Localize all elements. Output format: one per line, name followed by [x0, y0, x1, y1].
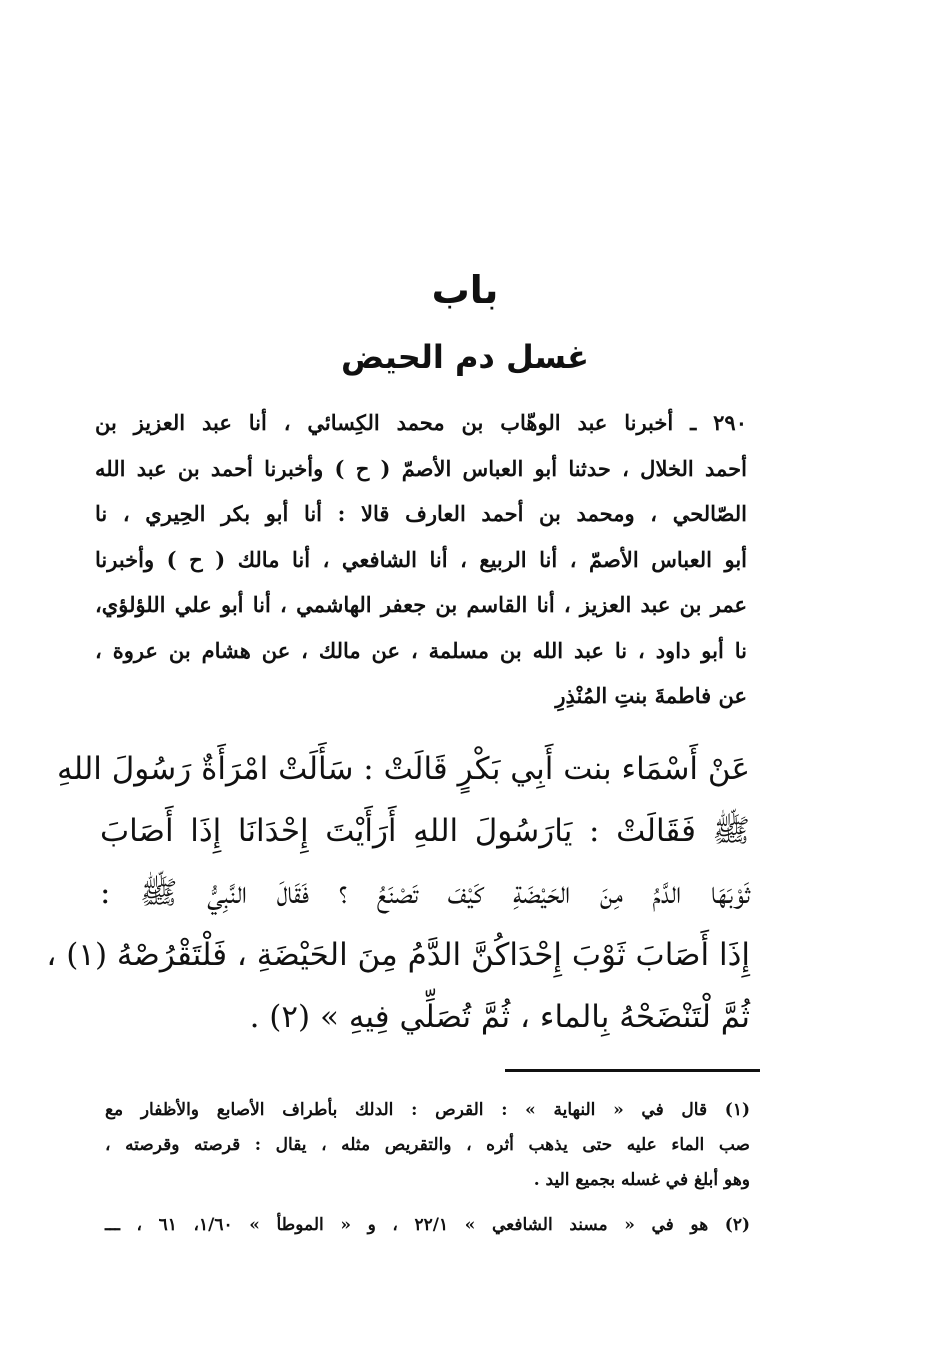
footnote-1-line: صب الماء عليه حتى يذهب أثره ، والتقريص مثله ، يقال : قرصته وقرصته ، [105, 1135, 750, 1155]
isnad-line: ٢٩٠ ـ أخبرنا عبد الوهّاب بن محمد الكِسائي ، أنا عبد العزيز بن [95, 410, 747, 435]
hadith-line: ﷺ فَقَالَتْ : يَارَسُولَ اللهِ أَرَأَيْتَ إِحْدَانَا إِذَا أَصَابَ [100, 813, 750, 849]
footnote-1-line: (١) قال في « النهاية » : القرص : الدلك بأطراف الأصابع والأظفار مع [105, 1100, 750, 1120]
hadith-line: ثُمَّ لْتَنْضَحْهُ بِالماء ، ثُمَّ تُصَلِّي فِيهِ » (٢) . [249, 999, 750, 1035]
hadith-line: عَنْ أَسْمَاء بنت أَبِي بَكْرٍ قَالَتْ : سَأَلَتْ امْرَأَةٌ رَسُولَ اللهِ [56, 751, 750, 787]
footnote-gap [105, 1198, 750, 1208]
footnote-divider [505, 1069, 760, 1072]
isnad-line: الصّالحي ، ومحمد بن أحمد العارف قالا : أنا أبو بكر الحِيري ، نا [95, 501, 747, 526]
chapter-subtitle: غسل دم الحيض [341, 338, 589, 376]
isnad-paragraph [95, 400, 747, 719]
isnad-line: نا أبو داود ، نا عبد الله بن مسلمة ، عن مالك ، عن هشام بن عروة ، [95, 637, 747, 663]
chapter-heading: باب [431, 268, 499, 312]
hadith-line: إِذَا أَصَابَ ثَوْبَ إِحْدَاكُنَّ الدَّمُ مِنَ الحَيْضَةِ ، فَلْتَقْرُصْهُ (١) ، [46, 937, 750, 973]
isnad-line: عمر بن عبد العزيز ، أنا القاسم بن جعفر الهاشمي ، أنا أبو علي اللؤلؤي، [95, 592, 747, 617]
hadith-line: ثَوْبَهَا الدَّمُ مِنَ الحَيْضَةِ كَيْفَ تَصْنَعُ ؟ فَقَالَ النَّبِيُّ ﷺ : [100, 875, 750, 911]
footnote-1-line: وهو أبلغ في غسله بجميع اليد . [533, 1170, 750, 1190]
isnad-line: عن فاطمةَ بنتِ المُنْذِرِ [555, 683, 747, 708]
footnotes [105, 1093, 750, 1243]
footnote-2: (٢) هو في « مسند الشافعي » ٢٢/١ ، و « الموطأ » ١/٦٠، ٦١ ، ـــ [105, 1215, 750, 1235]
isnad-line: أبو العباس الأصمّ ، أنا الربيع ، أنا الشافعي ، أنا مالك ( ح ) وأخبرنا [95, 546, 747, 572]
hadith-text [46, 738, 750, 1048]
isnad-line: أحمد الخلال ، حدثنا أبو العباس الأصمّ ( ح ) وأخبرنا أحمد بن عبد الله [95, 455, 747, 481]
